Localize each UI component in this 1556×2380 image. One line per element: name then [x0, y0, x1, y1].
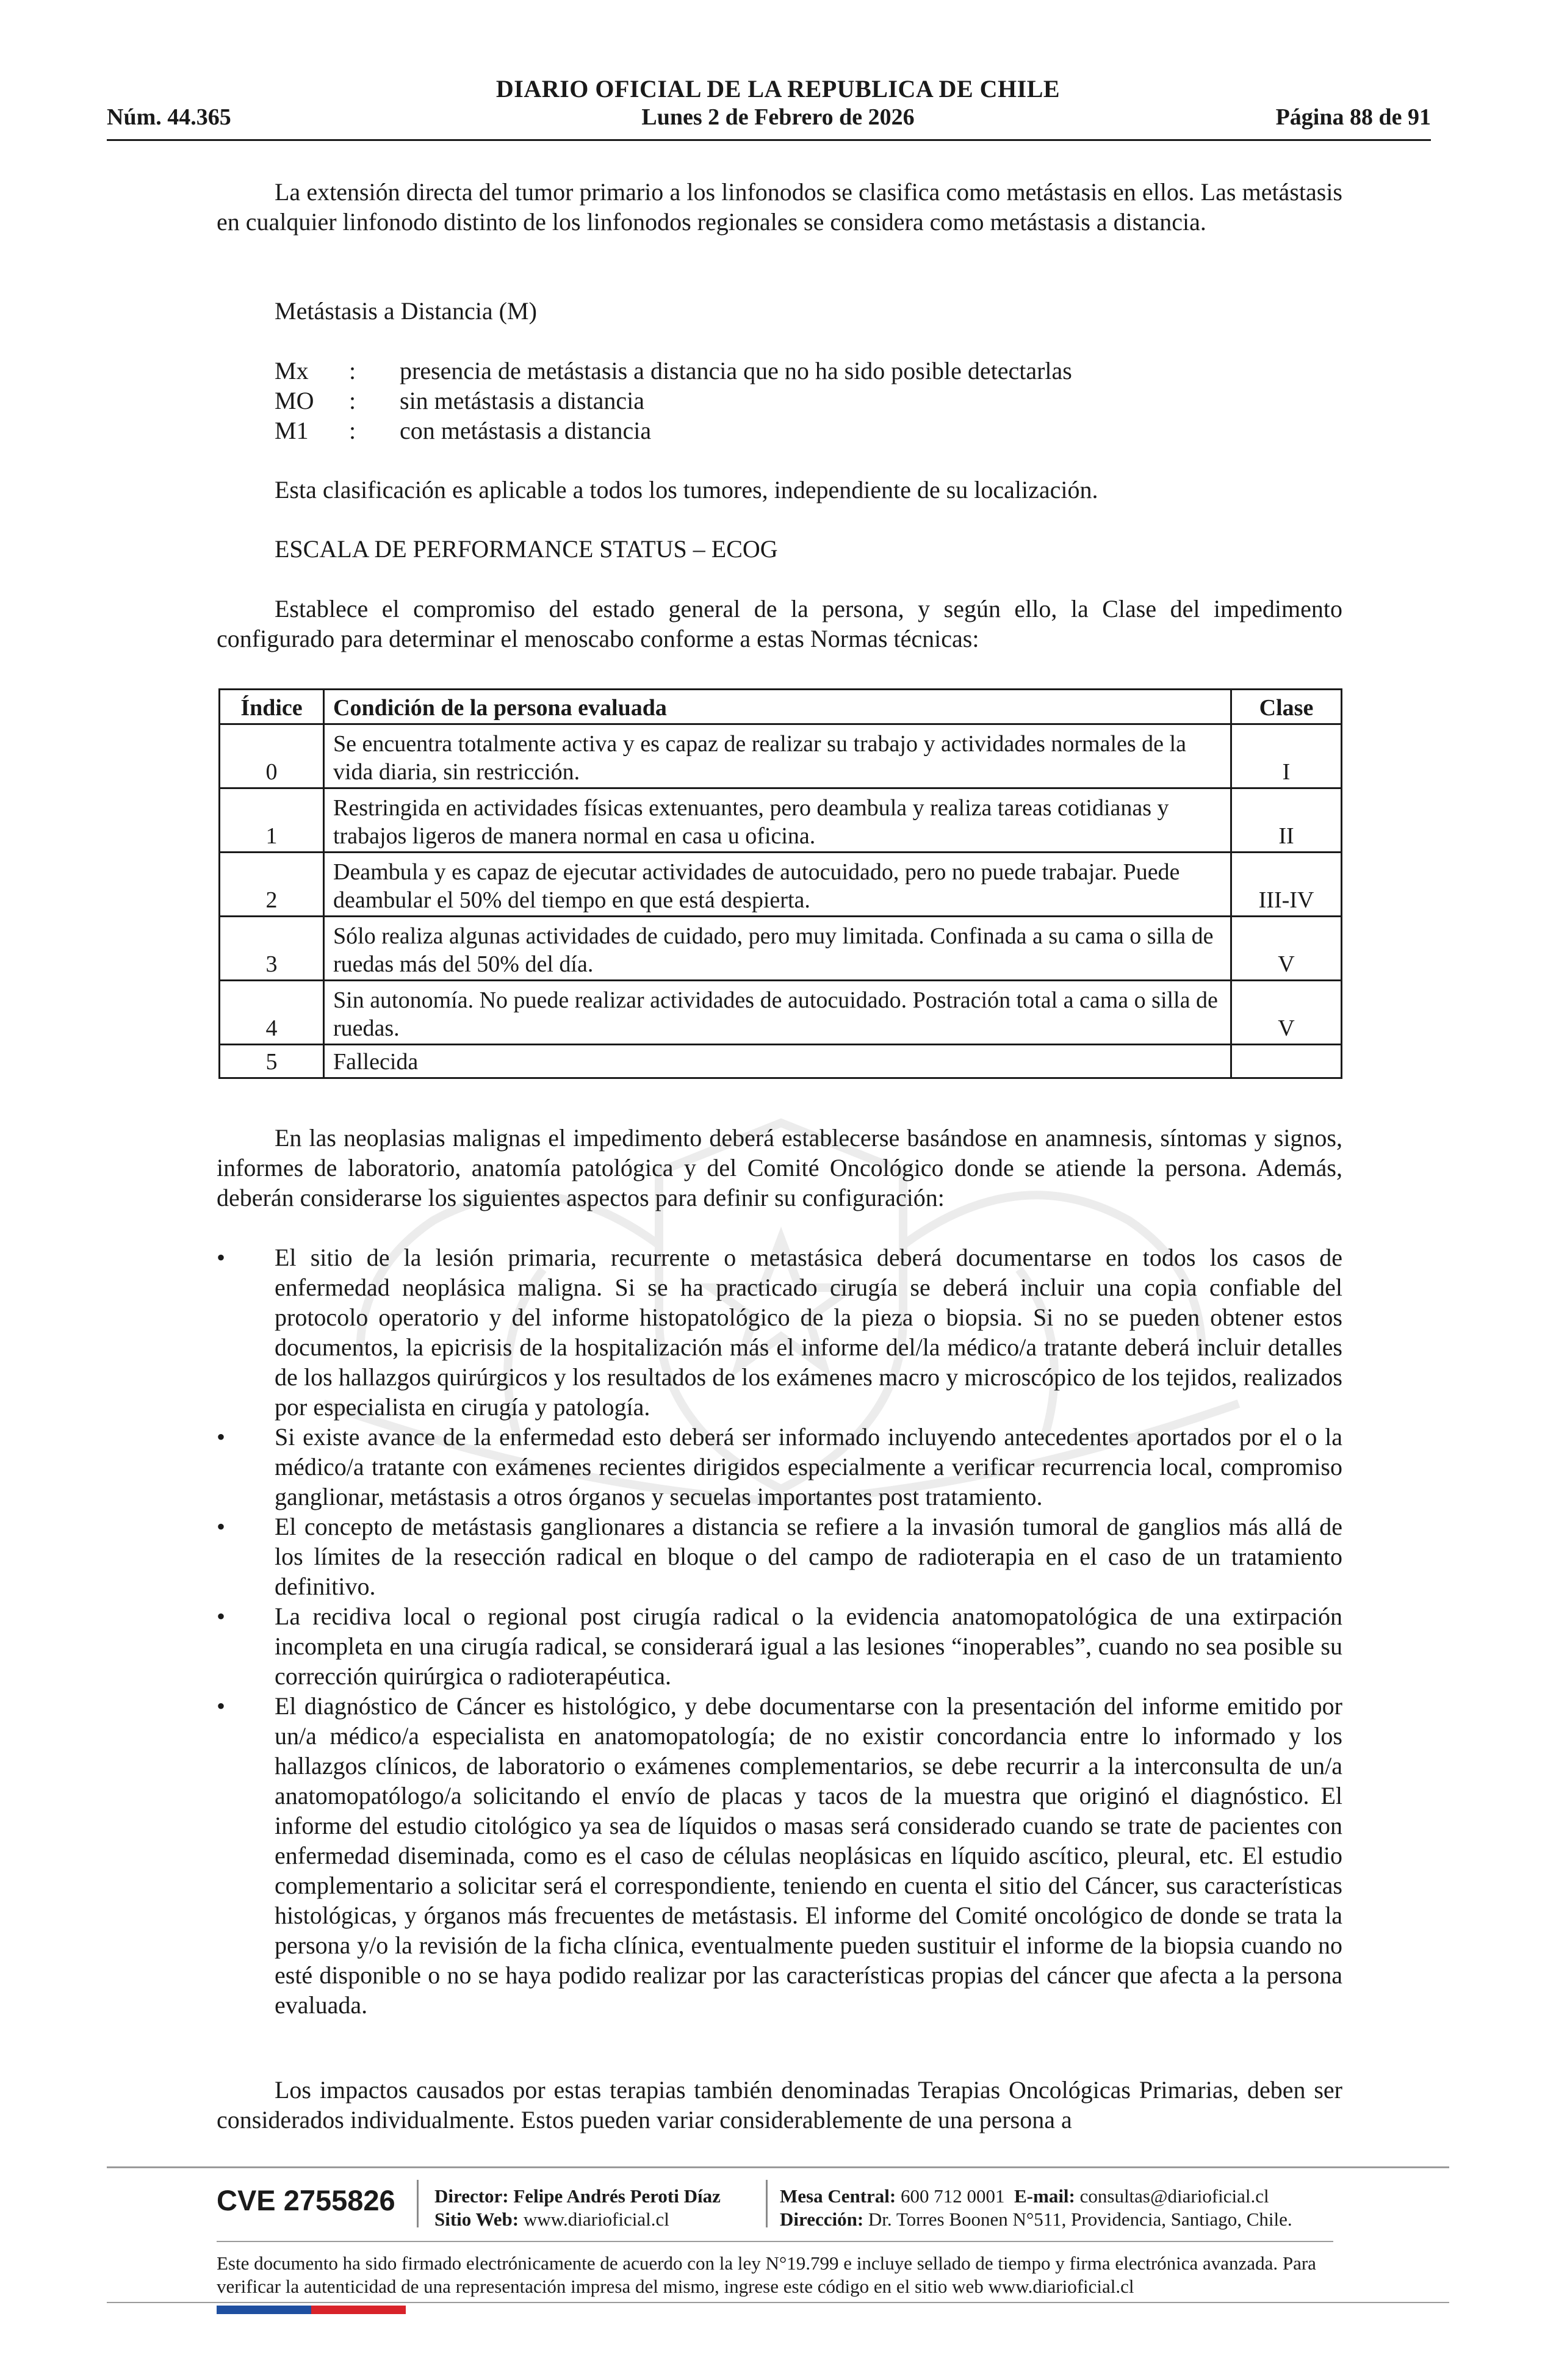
bullet-marker: • [217, 1603, 226, 1630]
metastasis-heading: Metástasis a Distancia (M) [275, 297, 537, 325]
m-code: MO [275, 387, 314, 414]
address-label: Dirección: [780, 2209, 864, 2230]
issue-date: Lunes 2 de Febrero de 2026 [641, 104, 915, 130]
paragraph-neoplasias: En las neoplasias malignas el impedimento deberá establecerse basándose en anamnesis, síntomas y signos, informes de laboratorio, anatomía patológica y del Comité Oncológico donde se atiende la persona. Además, deberán considerarse los siguientes aspectos para definir su configuración: [217, 1124, 1342, 1211]
header-condition: Condición de la persona evaluada [324, 690, 1231, 724]
contact-block [780, 2185, 1292, 2231]
row-class: V [1231, 917, 1342, 981]
table-row [220, 788, 1342, 853]
row-index: 2 [220, 853, 324, 917]
footer-separator [766, 2180, 768, 2227]
flag-stripe-blue [217, 2306, 311, 2314]
phone-value: 600 712 0001 [901, 2185, 1005, 2207]
row-class: III-IV [1231, 853, 1342, 917]
footer-separator [417, 2180, 419, 2227]
bullet-marker: • [217, 1513, 226, 1540]
bullet-marker: • [217, 1244, 226, 1271]
row-index: 0 [220, 724, 324, 788]
table-row [220, 853, 1342, 917]
bullet-marker: • [217, 1692, 226, 1720]
paragraph-impactos: Los impactos causados por estas terapias también denominadas Terapias Oncológicas Primarias, deben ser considerados individualmente. Estos pueden variar considerablemente de una persona a [217, 2076, 1342, 2133]
paragraph-linfonodos: La extensión directa del tumor primario a los linfonodos se clasifica como metástasis en ellos. Las metástasis en cualquier linfonodo distinto de los linfonodos regionales se considera como metástasis a distancia. [217, 178, 1342, 236]
row-condition: Deambula y es capaz de ejecutar actividades de autocuidado, pero no puede trabajar. Puede deambular el 50% del tiempo en que está despierta. [324, 853, 1231, 917]
footer-top-divider [107, 2166, 1449, 2168]
table-row [220, 1045, 1342, 1078]
list-item-text: El concepto de metástasis ganglionares a distancia se refiere a la invasión tumoral de ganglios más allá de los límites de la resección radical en bloque o del campo de radioterapia en el caso de un tratamiento definitivo. [275, 1513, 1342, 1600]
row-class: I [1231, 724, 1342, 788]
header-divider [107, 139, 1431, 141]
m-separator: : [349, 417, 356, 444]
footer-mid-divider [217, 2241, 1333, 2242]
row-index: 3 [220, 917, 324, 981]
cve-code: CVE 2755826 [217, 2184, 395, 2216]
row-index: 4 [220, 981, 324, 1045]
row-condition: Restringida en actividades físicas extenuantes, pero deambula y realiza tareas cotidianas y trabajos ligeros de manera normal en casa u oficina. [324, 788, 1231, 853]
address-value: Dr. Torres Boonen N°511, Providencia, Santiago, Chile. [868, 2209, 1292, 2230]
m-separator: : [349, 357, 356, 384]
page-number: Página 88 de 91 [1275, 104, 1431, 130]
bullet-marker: • [217, 1423, 226, 1451]
row-condition: Sólo realiza algunas actividades de cuidado, pero muy limitada. Confinada a su cama o silla de ruedas más del 50% del día. [324, 917, 1231, 981]
m-code: M1 [275, 417, 309, 444]
list-item [217, 1422, 1342, 1512]
email-link[interactable]: consultas@diarioficial.cl [1079, 2185, 1269, 2207]
issue-number: Núm. 44.365 [107, 104, 231, 130]
list-item [217, 1601, 1342, 1691]
list-item-text: La recidiva local o regional post cirugía radical o la evidencia anatomopatológica de una extirpación incompleta en una cirugía radical, se considerará igual a las lesiones “inoperables”, cuando no sea posible su corrección quirúrgica o radioterapéutica. [275, 1603, 1342, 1690]
phone-label: Mesa Central: [780, 2185, 896, 2207]
m-description: sin metástasis a distancia [400, 387, 645, 414]
email-label: E-mail: [1014, 2185, 1075, 2207]
row-class: V [1231, 981, 1342, 1045]
table-row [220, 724, 1342, 788]
row-class: II [1231, 788, 1342, 853]
row-condition: Fallecida [324, 1045, 1231, 1078]
m-separator: : [349, 387, 356, 414]
list-item-text: El diagnóstico de Cáncer es histológico, y debe documentarse con la presentación del informe emitido por un/a médico/a especialista en anatomopatología; de no existir concordancia entre lo informado y los hallazgos clínicos, de laboratorio o exámenes complementarios, se debe recurrir a la interconsulta de un/a anatomopatólogo/a solicitando el envío de placas y tacos de la muestra que originó el diagnóstico. El informe del estudio citológico ya sea de líquidos o masas será considerado cuando se trate de pacientes con enfermedad diseminada, como es el caso de células neoplásicas en líquido ascítico, pleural, etc. El estudio complementario a solicitar será el correspondiente, teniendo en cuenta el sitio del Cáncer, sus características histológicas, y órganos más frecuentes de metástasis. El informe del Comité oncológico de donde se trata la persona y/o la revisión de la ficha clínica, eventualmente pueden sustituir el informe de la biopsia cuando no esté disponible o no se haya podido realizar por las características propias del cáncer que afecta a la persona evaluada. [275, 1692, 1342, 2019]
ecog-intro: Establece el compromiso del estado general de la persona, y según ello, la Clase del impedimento configurado para determinar el menoscabo conforme a estas Normas técnicas: [217, 595, 1342, 652]
aspects-list [217, 1242, 1342, 2020]
row-index: 1 [220, 788, 324, 853]
director-name: Felipe Andrés Peroti Díaz [513, 2185, 721, 2207]
ecog-heading: ESCALA DE PERFORMANCE STATUS – ECOG [275, 535, 778, 563]
row-index: 5 [220, 1045, 324, 1078]
legal-note: Este documento ha sido firmado electrónicamente de acuerdo con la ley N°19.799 e incluye sellado de tiempo y firma electrónica avanzada. Para verificar la autenticidad de una representación impresa del mismo, ingrese este código en el sitio web www.diarioficial.cl [217, 2252, 1316, 2297]
flag-stripe-red [311, 2306, 406, 2314]
newspaper-title: DIARIO OFICIAL DE LA REPUBLICA DE CHILE [495, 75, 1061, 103]
m-code: Mx [275, 357, 309, 384]
table-row [220, 981, 1342, 1045]
list-item-text: El sitio de la lesión primaria, recurrente o metastásica deberá documentarse en todos los casos de enfermedad neoplásica maligna. Si se ha practicado cirugía se deberá incluir una copia confiable del protocolo operatorio y del informe histopatológico de la pieza o biopsia. Si no se pueden obtener estos documentos, la epicrisis de la hospitalización más el informe del/la médico/a tratante deberá incluir detalles de los hallazgos quirúrgicos y los resultados de los exámenes macro y microscópico de los tejidos, realizados por especialista en cirugía y patología. [275, 1244, 1342, 1421]
site-link[interactable]: www.diarioficial.cl [523, 2209, 669, 2230]
m-description: presencia de metástasis a distancia que no ha sido posible detectarlas [400, 357, 1072, 384]
list-item [217, 1691, 1342, 2020]
director-label: Director: [434, 2185, 509, 2207]
header-index: Índice [220, 690, 324, 724]
header-class: Clase [1231, 690, 1342, 724]
table-row [220, 917, 1342, 981]
director-block [434, 2185, 721, 2231]
m-description: con metástasis a distancia [400, 417, 652, 444]
list-item [217, 1512, 1342, 1601]
classification-note: Esta clasificación es aplicable a todos los tumores, independiente de su localización. [275, 476, 1098, 503]
footer-bottom-divider [107, 2302, 1449, 2303]
row-condition: Sin autonomía. No puede realizar actividades de autocuidado. Postración total a cama o silla de ruedas. [324, 981, 1231, 1045]
list-item [217, 1242, 1342, 1422]
site-label: Sitio Web: [434, 2209, 519, 2230]
table-header-row [220, 690, 1342, 724]
ecog-table [218, 688, 1342, 1079]
list-item-text: Si existe avance de la enfermedad esto deberá ser informado incluyendo antecedentes aportados por el o la médico/a tratante con exámenes recientes dirigidos especialmente a verificar recurrencia local, compromiso ganglionar, metástasis a otros órganos y secuelas importantes post tratamiento. [275, 1423, 1342, 1510]
row-condition: Se encuentra totalmente activa y es capaz de realizar su trabajo y actividades normales de la vida diaria, sin restricción. [324, 724, 1231, 788]
row-class [1231, 1045, 1342, 1078]
